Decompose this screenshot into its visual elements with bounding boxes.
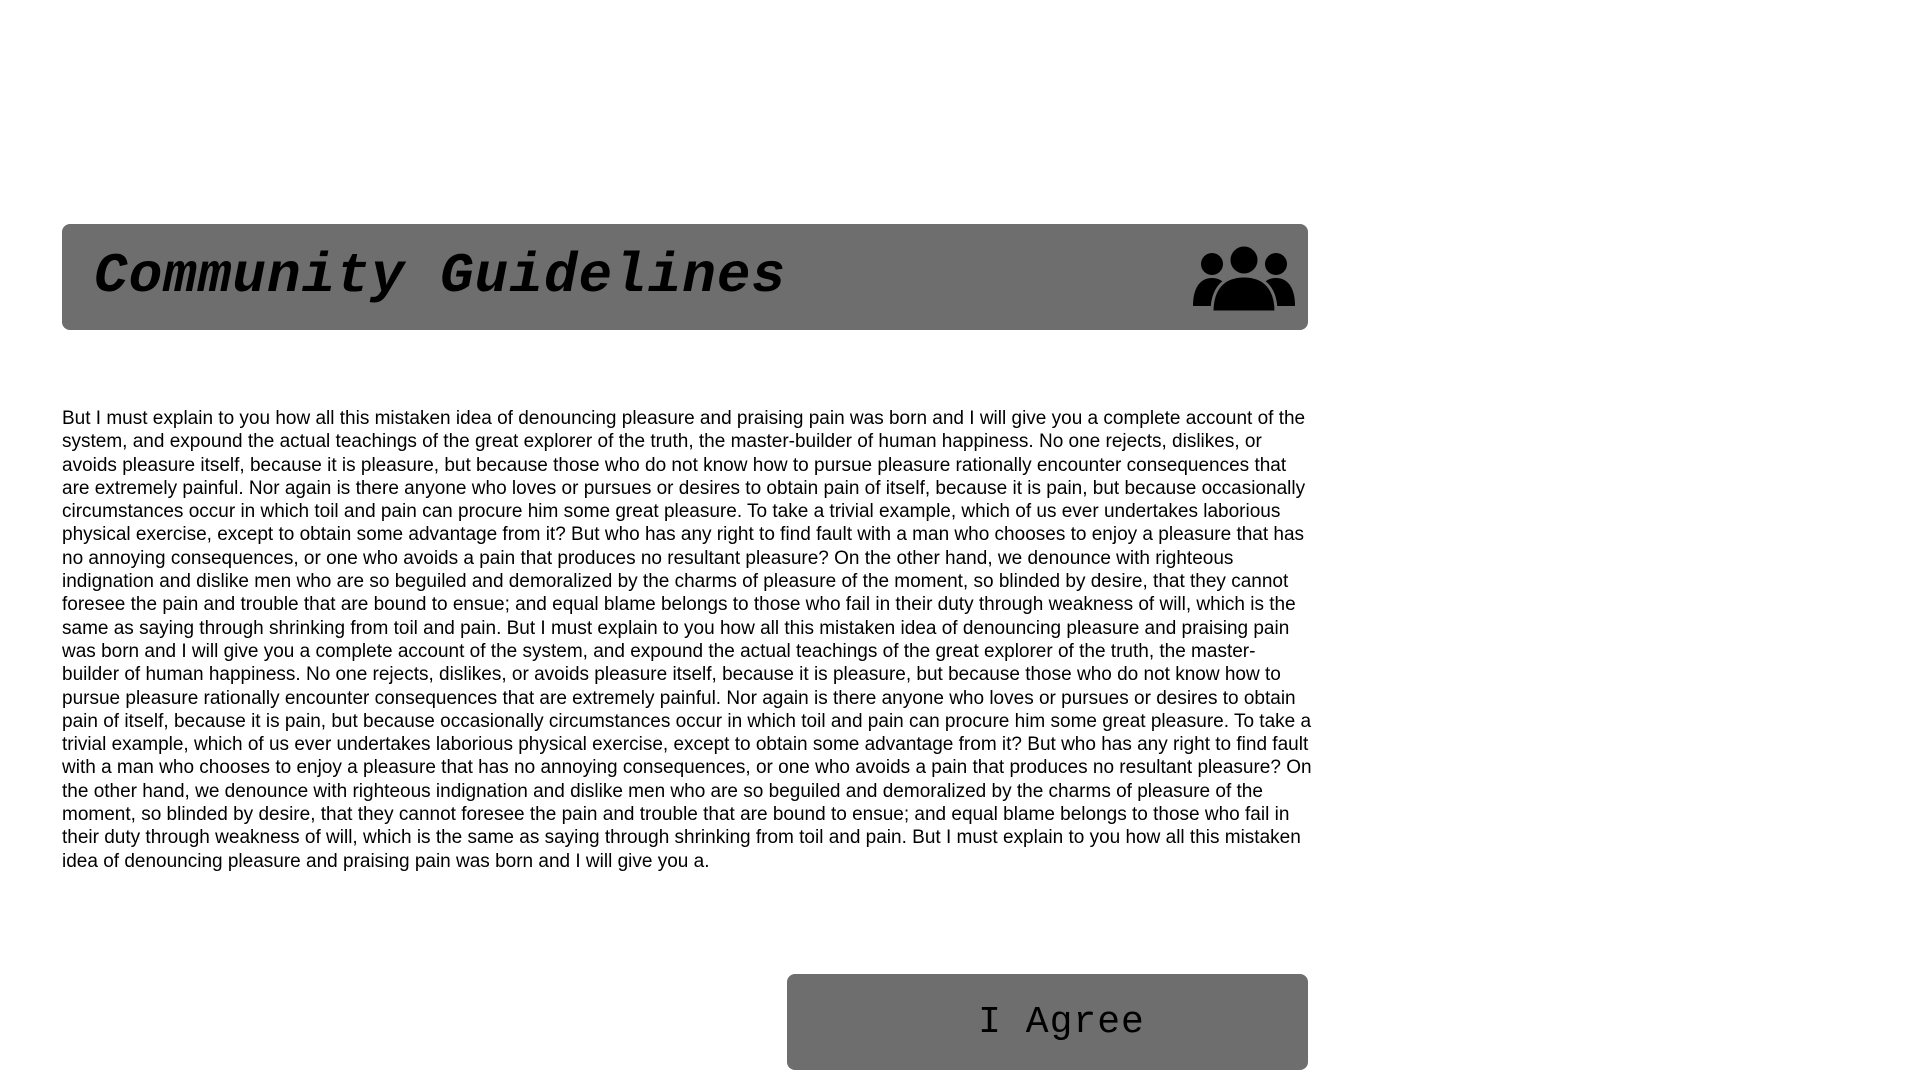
agree-button[interactable] [787, 974, 1308, 1070]
guidelines-header [62, 224, 1308, 330]
agree-button-label: I Agree [978, 1000, 1145, 1044]
guidelines-body-text: But I must explain to you how all this mistaken idea of denouncing pleasure and praising pain was born and I will give you a complete account of the system, and expound the actual teachings of the great explorer of the truth, the master-builder of human happiness. No one rejects, dislikes, or avoids pleasure itself, because it is pleasure, but because those who do not know how to pursue pleasure rationally encounter consequences that are extremely painful. Nor again is there anyone who loves or pursues or desires to obtain pain of itself, because it is pain, but because occasionally circumstances occur in which toil and pain can procure him some great pleasure. To take a trivial example, which of us ever undertakes laborious physical exercise, except to obtain some advantage from it? But who has any right to find fault with a man who chooses to enjoy a pleasure that has no annoying consequences, or one who avoids a pain that produces no resultant pleasure? On the other hand, we denounce with righteous indignation and dislike men who are so beguiled and demoralized by the charms of pleasure of the moment, so blinded by desire, that they cannot foresee the pain and trouble that are bound to ensue; and equal blame belongs to those who fail in their duty through weakness of will, which is the same as saying through shrinking from toil and pain. But I must explain to you how all this mistaken idea of denouncing pleasure and praising pain was born and I will give you a complete account of the system, and expound the actual teachings of the great explorer of the truth, the master-builder of human happiness. No one rejects, dislikes, or avoids pleasure itself, because it is pleasure, but because those who do not know how to pursue pleasure rationally encounter consequences that are extremely painful. Nor again is there anyone who loves or pursues or desires to obtain pain of itself, because it is pain, but because occasionally circumstances occur in which toil and pain can procure him some great pleasure. To take a trivial example, which of us ever undertakes laborious physical exercise, except to obtain some advantage from it? But who has any right to find fault with a man who chooses to enjoy a pleasure that has no annoying consequences, or one who avoids a pain that produces no resultant pleasure? On the other hand, we denounce with righteous indignation and dislike men who are so beguiled and demoralized by the charms of pleasure of the moment, so blinded by desire, that they cannot foresee the pain and trouble that are bound to ensue; and equal blame belongs to those who fail in their duty through weakness of will, which is the same as saying through shrinking from toil and pain. But I must explain to you how all this mistaken idea of denouncing pleasure and praising pain was born and I will give you a. [62, 408, 1312, 872]
page-title: Community Guidelines [94, 244, 787, 308]
community-group-icon [1190, 240, 1298, 314]
